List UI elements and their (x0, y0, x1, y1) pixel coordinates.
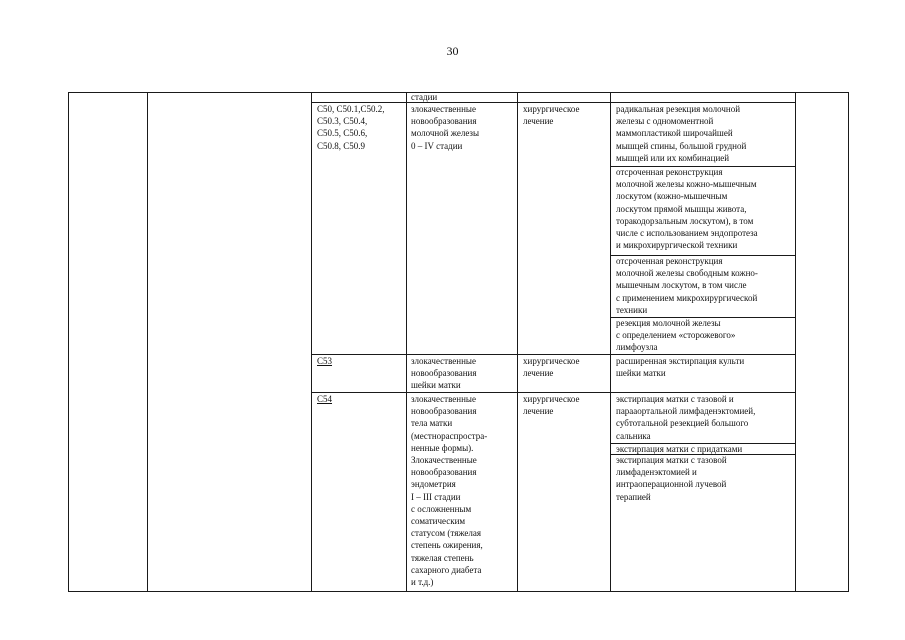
treatment-method: радикальная резекция молочной (616, 104, 741, 114)
column-border (517, 92, 518, 592)
treatment-method: экстирпация матки с придатками (616, 444, 743, 454)
treatment-method: с применением микрохирургической (616, 292, 758, 303)
treatment-type: лечение (523, 406, 554, 417)
diagnosis-code: C53 (317, 356, 333, 366)
column-border (848, 92, 849, 592)
treatment-method: числе с использованием эндопротеза (616, 228, 758, 238)
treatment-type: лечение (523, 368, 554, 379)
diagnosis-code: C50, C50.1,C50.2, (317, 104, 385, 114)
treatment-method: терапией (616, 491, 651, 502)
table-top-border (68, 92, 849, 93)
treatment-method: субтотальной резекцией большого (616, 418, 749, 429)
treatment-method: лоскутом (кожно-мышечным (616, 191, 728, 202)
treatment-method: молочной железы кожно-мышечным (616, 179, 757, 190)
treatment-method: и микрохирургической техники (616, 240, 738, 251)
diagnosis-text: новообразования (411, 116, 477, 127)
treatment-method: сальника (616, 430, 651, 441)
diagnosis-text: молочной железы (411, 128, 480, 139)
diagnosis-text: и т.д.) (411, 577, 434, 587)
treatment-method: с определением «сторожевого» (616, 330, 736, 341)
treatment-method: молочной железы свободным кожно- (616, 268, 758, 279)
treatment-method: лимфоузла (616, 342, 658, 353)
diagnosis-text: злокачественные (411, 394, 476, 404)
diagnosis-text: сахарного диабета (411, 564, 482, 575)
treatment-method: шейки матки (616, 368, 666, 379)
diagnosis-text: степень ожирения, (411, 540, 483, 551)
treatment-method: железы с одномоментной (616, 116, 714, 127)
diagnosis-code: C50.5, C50.6, (317, 128, 368, 139)
treatment-method: мышечным лоскутом, в том числе (616, 280, 747, 291)
diagnosis-text: новообразования (411, 406, 477, 417)
diagnosis-text: Злокачественные (411, 455, 477, 465)
diagnosis-text-fragment: стадии (411, 92, 438, 102)
treatment-method: парааортальной лимфаденэктомией, (616, 406, 756, 417)
treatment-type: хирургическое (523, 104, 580, 114)
diagnosis-text: ненные формы). (411, 442, 474, 453)
treatment-method: расширенная экстирпация культи (616, 356, 745, 366)
treatment-type: лечение (523, 116, 554, 127)
column-border (68, 92, 69, 592)
treatment-method: торакодорзальным лоскутом), в том (616, 215, 754, 226)
diagnosis-code: C54 (317, 394, 333, 404)
diagnosis-code: C50.8, C50.9 (317, 140, 366, 151)
diagnosis-text: злокачественные (411, 356, 476, 366)
treatment-method: экстирпация матки с тазовой (616, 455, 727, 465)
treatment-method: лоскутом прямой мышцы живота, (616, 203, 747, 214)
treatment-method: отсроченная реконструкция (616, 256, 723, 266)
table-bottom-border (68, 591, 849, 592)
treatment-type: хирургическое (523, 356, 580, 366)
column-border (311, 92, 312, 592)
diagnosis-text: шейки матки (411, 380, 461, 391)
column-border (610, 92, 611, 592)
diagnosis-text: тяжелая степень (411, 552, 474, 563)
diagnosis-text: 0 – IV стадии (411, 140, 463, 151)
diagnosis-text: статусом (тяжелая (411, 528, 482, 539)
page-number: 30 (446, 44, 459, 58)
diagnosis-text: злокачественные (411, 104, 476, 114)
diagnosis-text: I – III стадии (411, 491, 461, 502)
treatment-method: техники (616, 304, 648, 315)
diagnosis-text: (местнораспростра- (411, 430, 488, 441)
treatment-method: лимфаденэктомией и (616, 467, 697, 478)
treatment-method: резекция молочной железы (616, 318, 721, 328)
treatment-method: отсроченная реконструкция (616, 167, 723, 177)
diagnosis-text: новообразования (411, 467, 477, 478)
diagnosis-text: тела матки (411, 418, 453, 429)
treatment-method: мышцей спины, большой грудной (616, 140, 747, 151)
treatment-method: интраоперационной лучевой (616, 479, 727, 490)
treatment-method: мышцей или их комбинацией (616, 152, 730, 163)
treatment-type: хирургическое (523, 394, 580, 404)
column-border (795, 92, 796, 592)
diagnosis-text: соматическим (411, 516, 466, 526)
diagnosis-text: эндометрия (411, 479, 456, 490)
treatment-method: экстирпация матки с тазовой и (616, 394, 734, 404)
treatment-method: маммопластикой широчайшей (616, 128, 733, 139)
diagnosis-code: C50.3, C50.4, (317, 116, 368, 127)
diagnosis-text: новообразования (411, 368, 477, 379)
diagnosis-text: с осложненным (411, 503, 472, 514)
column-border (147, 92, 148, 592)
column-border (406, 92, 407, 592)
